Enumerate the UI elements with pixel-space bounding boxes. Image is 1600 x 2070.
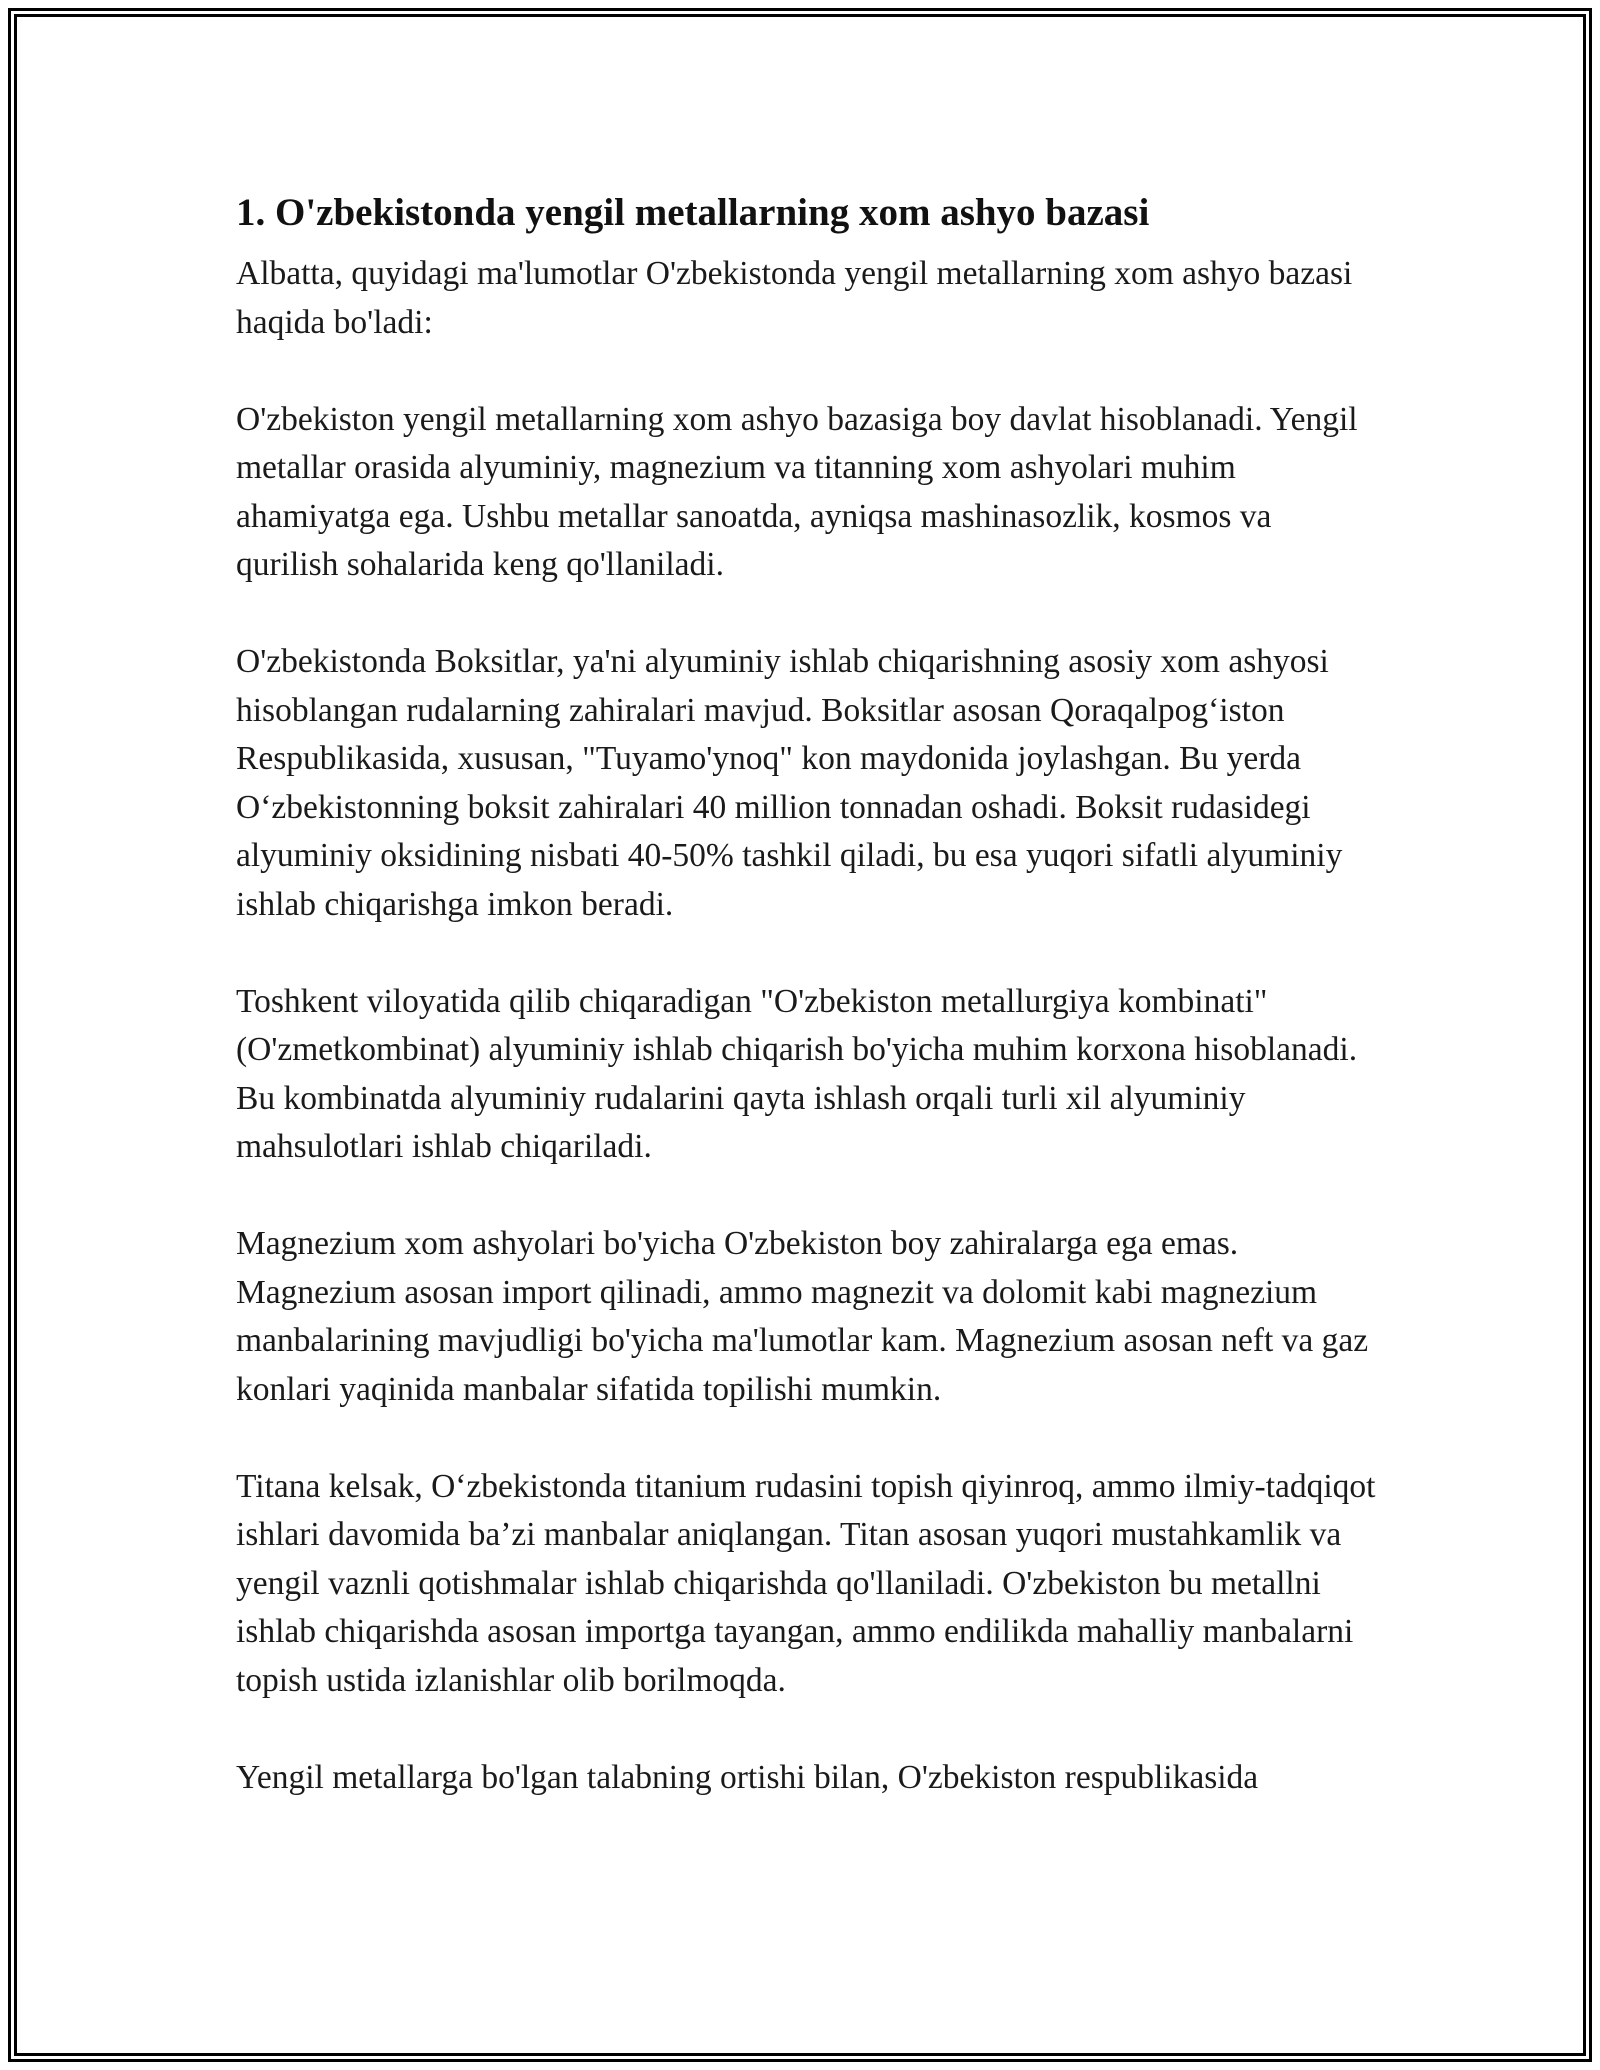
paragraph-demand: Yengil metallarga bo'lgan talabning ortishi bilan, O'zbekiston respublikasida [236, 1758, 1259, 1796]
paragraph-bauxite: O'zbekistonda Boksitlar, ya'ni alyuminiy ishlab chiqarishning asosiy xom ashyosi hisoblangan rudalarning zahiralari mavjud. Boksitlar asosan Qoraqalpog‘iston Respublikasida, xususan, "Tuyamo'ynoq" kon maydonida joylashgan. Bu yerda O‘zbekistonning boksit zahiralari 40 million tonnadan oshadi. Boksit rudasidegi alyuminiy oksidining nisbati 40-50% tashkil qiladi, bu esa yuqori sifatli alyuminiy ishlab chiqarishga imkon beradi. [236, 643, 1343, 923]
paragraph-overview: O'zbekiston yengil metallarning xom ashyo bazasiga boy davlat hisoblanadi. Yengil metallar orasida alyuminiy, magnezium va titanning xom ashyolari muhim ahamiyatga ega. Ushbu metallar sanoatda, ayniqsa mashinasozlik, kosmos va qurilish sohalarida keng qo'llaniladi. [236, 400, 1358, 583]
section-heading: 1. O'zbekistonda yengil metallarning xom ashyo bazasi [236, 191, 1150, 234]
paragraph-intro: Albatta, quyidagi ma'lumotlar O'zbekistonda yengil metallarning xom ashyo bazasi haqida bo'ladi: [236, 255, 1353, 341]
document-body [236, 184, 1376, 1851]
paragraph-titanium: Titana kelsak, O‘zbekistonda titanium rudasini topish qiyinroq, ammo ilmiy-tadqiqot ishlari davomida ba’zi manbalar aniqlangan. Titan asosan yuqori mustahkamlik va yengil vaznli qotishmalar ishlab chiqarishda qo'llaniladi. O'zbekiston bu metallni ishlab chiqarishda asosan importga tayangan, ammo endilikda mahalliy manbalarni topish ustida izlanishlar olib borilmoqda. [236, 1467, 1376, 1699]
paragraph-kombinat: Toshkent viloyatida qilib chiqaradigan "O'zbekiston metallurgiya kombinati" (O'zmetkombinat) alyuminiy ishlab chiqarish bo'yicha muhim korxona hisoblanadi. Bu kombinatda alyuminiy rudalarini qayta ishlash orqali turli xil alyuminiy mahsulotlari ishlab chiqariladi. [236, 982, 1358, 1165]
paragraph-magnesium: Magnezium xom ashyolari bo'yicha O'zbekiston boy zahiralarga ega emas. Magnezium asosan import qilinadi, ammo magnezit va dolomit kabi magnezium manbalarining mavjudligi bo'yicha ma'lumotlar kam. Magnezium asosan neft va gaz konlari yaqinida manbalar sifatida topilishi mumkin. [236, 1225, 1369, 1408]
